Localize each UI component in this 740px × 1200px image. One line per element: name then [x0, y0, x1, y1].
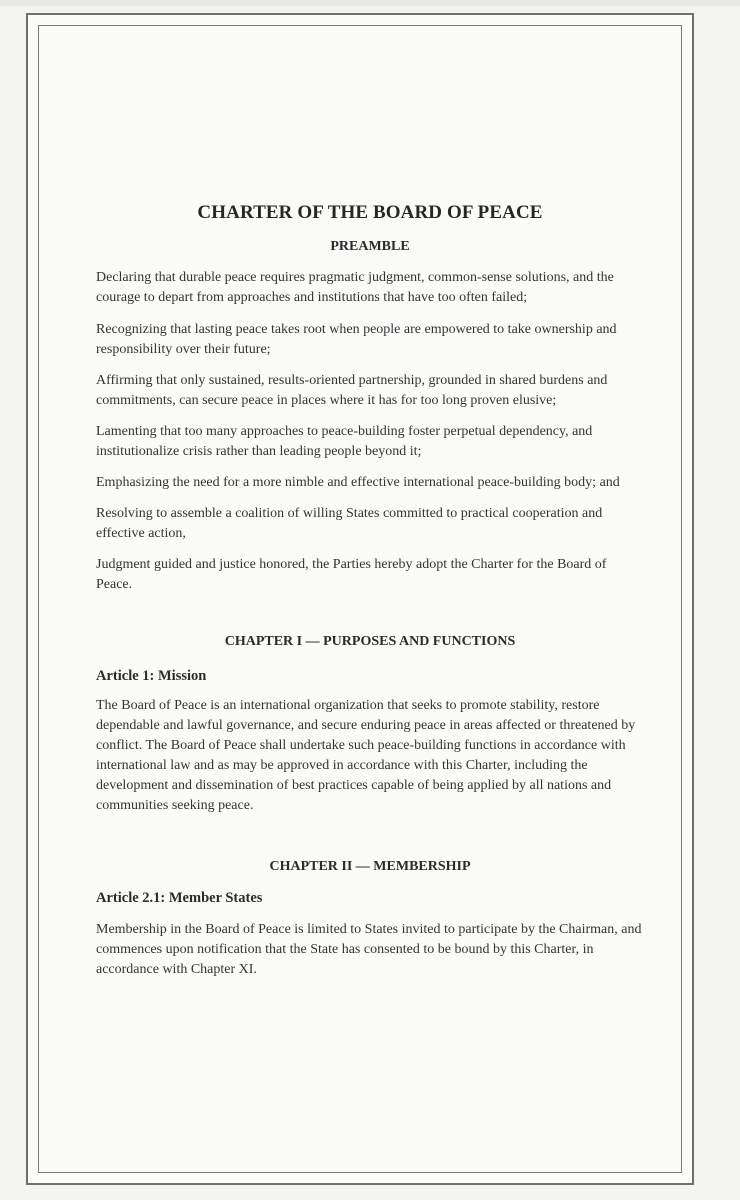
- article-2-1-title: Article 2.1: Member States: [96, 890, 263, 906]
- preamble-paragraph: Resolving to assemble a coalition of willing States committed to practical cooperation and effective action,: [96, 506, 603, 541]
- chapter-1-heading: CHAPTER I — PURPOSES AND FUNCTIONS: [224, 634, 516, 649]
- article-2-1-text: Membership in the Board of Peace is limited to States invited to participate by the Chairman, and commences upon notification that the State has consented to be bound by this Charter, in accordance with Chapter XI.: [96, 922, 642, 977]
- preamble-heading: PREAMBLE: [330, 239, 410, 254]
- page-border-inner: [38, 25, 682, 1173]
- chapter-2-heading: CHAPTER II — MEMBERSHIP: [269, 859, 471, 874]
- article-1-title: Article 1: Mission: [96, 668, 207, 684]
- preamble-paragraph: Recognizing that lasting peace takes root when people are empowered to take ownership and responsibility over their future;: [96, 322, 617, 357]
- preamble-paragraph: Declaring that durable peace requires pragmatic judgment, common-sense solutions, and the courage to depart from approaches and institutions that have too often failed;: [96, 270, 614, 305]
- scan-edge: [0, 0, 740, 6]
- document-title: CHARTER OF THE BOARD OF PEACE: [197, 202, 543, 223]
- preamble-paragraph: Lamenting that too many approaches to peace-building foster perpetual dependency, and institutionalize crisis rather than leading people beyond it;: [96, 424, 593, 459]
- preamble-paragraph: Emphasizing the need for a more nimble and effective international peace-building body; and: [96, 475, 620, 490]
- preamble-paragraph: Affirming that only sustained, results-oriented partnership, grounded in shared burdens and commitments, can secure peace in places where it has for too long proven elusive;: [96, 373, 608, 408]
- preamble-paragraph: Judgment guided and justice honored, the Parties hereby adopt the Charter for the Board of Peace.: [96, 557, 607, 592]
- article-1-text: The Board of Peace is an international organization that seeks to promote stability, restore dependable and lawful governance, and secure enduring peace in areas affected or threatened by conflict. The Board of Peace shall undertake such peace-building functions in accordance with international law and as may be approved in accordance with this Charter, including the development and dissemination of best practices capable of being applied by all nations and communities seeking peace.: [96, 698, 636, 813]
